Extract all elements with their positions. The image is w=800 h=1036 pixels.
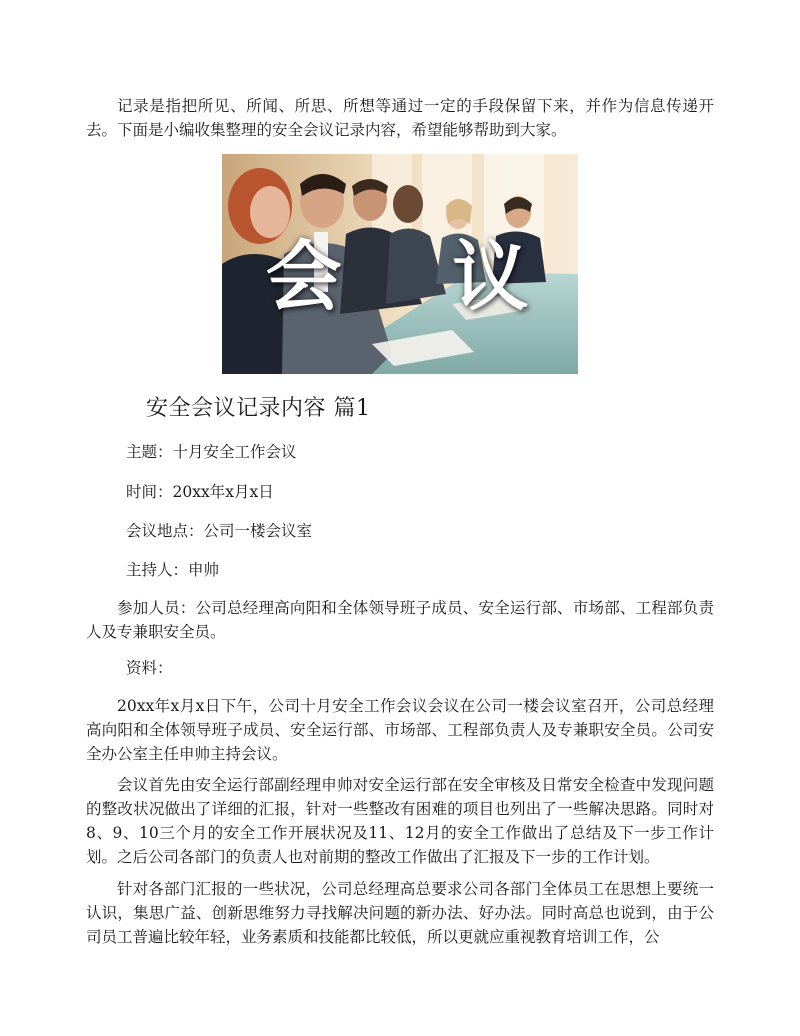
intro-paragraph: 记录是指把所见、所闻、所思、所想等通过一定的手段保留下来，并作为信息传递开去。下面是小编收集整理的安全会议记录内容，希望能够帮助到大家。	[86, 97, 714, 139]
section-title: 安全会议记录内容 篇1	[146, 396, 371, 421]
meeting-photo	[222, 154, 578, 374]
materials-label: 资料：	[126, 659, 173, 677]
field-place: 会议地点：公司一楼会议室	[126, 522, 313, 540]
meeting-photo-caption: 会 议	[265, 232, 571, 321]
body-paragraph-1: 20xx年x月x日下午，公司十月安全工作会议会议在公司一楼会议室召开，公司总经理高向阳和全体领导班子成员、安全运行部、市场部、工程部负责人及专兼职安全员。公司安全办公室主任申帅主持会议。	[86, 697, 714, 763]
field-time: 时间：20xx年x月x日	[126, 483, 274, 501]
field-theme: 主题：十月安全工作会议	[126, 443, 297, 461]
body-paragraph-3: 针对各部门汇报的一些状况，公司总经理高总要求公司各部门全体员工在思想上要统一认识，集思广益、创新思维努力寻找解决问题的新办法、好办法。同时高总也说到，由于公司员工普遍比较年轻，业务素质和技能都比较低，所以更就应重视教育培训工作，公	[86, 880, 714, 946]
body-paragraph-2: 会议首先由安全运行部副经理申帅对安全运行部在安全审核及日常安全检查中发现问题的整改状况做出了详细的汇报，针对一些整改有困难的项目也列出了一些解决思路。同时对8、9、10三个月的安全工作开展状况及11、12月的安全工作做出了总结及下一步工作计划。之后公司各部门的负责人也对前期的整改工作做出了汇报及下一步的工作计划。	[86, 776, 714, 866]
field-host: 主持人：申帅	[126, 561, 220, 579]
participants-paragraph: 参加人员：公司总经理高向阳和全体领导班子成员、安全运行部、市场部、工程部负责人及专兼职安全员。	[86, 599, 714, 641]
